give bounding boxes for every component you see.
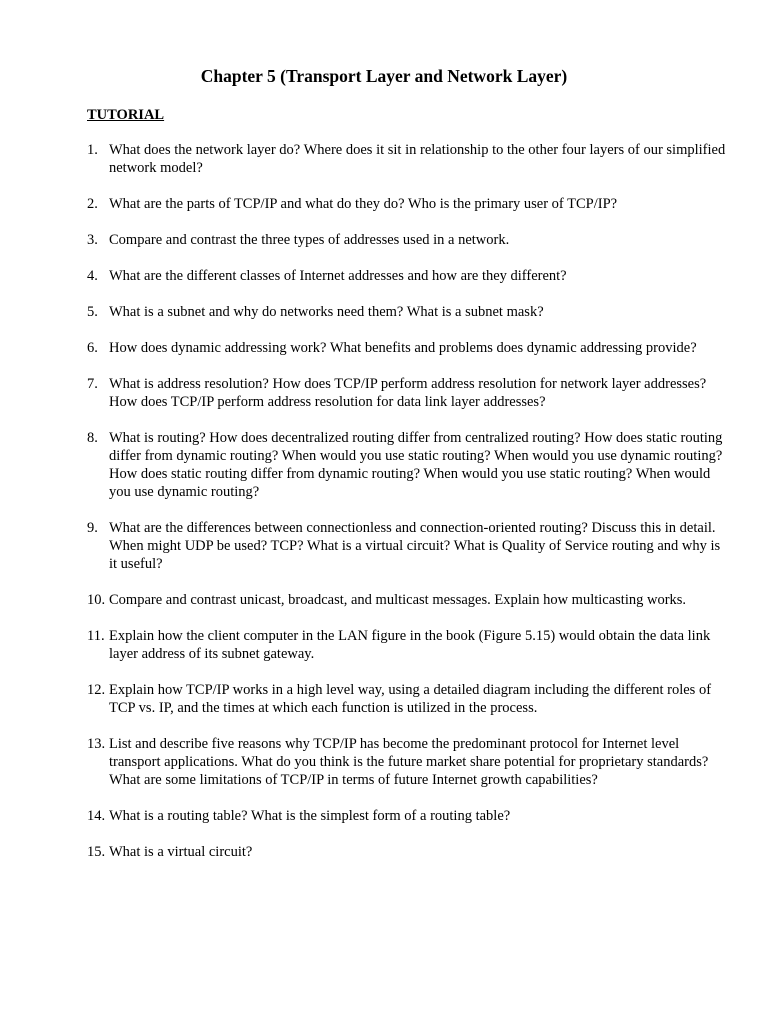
question-text: How does dynamic addressing work? What benefits and problems does dynamic addressing provide? [109,340,697,356]
question-text: Compare and contrast unicast, broadcast, and multicast messages. Explain how multicasting works. [109,592,687,608]
question-item [87,627,727,663]
question-number: 4. [87,268,98,284]
question-item [87,303,727,321]
question-number: 1. [87,142,98,158]
question-item [87,591,727,609]
page-title: Chapter 5 (Transport Layer and Network Layer) [200,66,568,86]
question-item [87,339,727,357]
question-text: What are the different classes of Internet addresses and how are they different? [109,268,567,284]
question-number: 13. [87,736,106,752]
question-text: What does the network layer do? Where does it sit in relationship to the other four layers of our simplified network model? [109,142,726,176]
question-number: 9. [87,520,98,536]
question-item [87,195,727,213]
question-number: 11. [87,628,105,644]
question-text: Explain how TCP/IP works in a high level way, using a detailed diagram including the different roles of TCP vs. IP, and the times at which each function is utilized in the process. [109,682,712,716]
question-text: List and describe five reasons why TCP/IP has become the predominant protocol for Internet level transport applications. What do you think is the future market share potential for proprietary standards? What are some limitations of TCP/IP in terms of future Internet growth capabilities? [109,736,709,788]
question-text: What is a subnet and why do networks need them? What is a subnet mask? [109,304,544,320]
question-text: What is routing? How does decentralized routing differ from centralized routing? How does static routing differ from dynamic routing? When would you use static routing? When would you use dynamic routing? How does static routing differ from dynamic routing? When would you use static routing? When would you use dynamic routing? [109,430,723,500]
question-number: 2. [87,196,98,212]
question-item [87,843,727,861]
question-text: What is a routing table? What is the simplest form of a routing table? [109,808,511,824]
question-text: What are the differences between connectionless and connection-oriented routing? Discuss this in detail. When might UDP be used? TCP? What is a virtual circuit? What is Quality of Service routing and why is it useful? [109,520,721,572]
question-item [87,429,727,501]
question-number: 14. [87,808,106,824]
question-number: 12. [87,682,106,698]
question-list [87,141,727,879]
question-item [87,375,727,411]
question-number: 3. [87,232,98,248]
question-text: What is address resolution? How does TCP/IP perform address resolution for network layer addresses? How does TCP/IP perform address resolution for data link layer addresses? [109,376,707,410]
question-item [87,807,727,825]
question-text: What are the parts of TCP/IP and what do they do? Who is the primary user of TCP/IP? [109,196,618,212]
question-number: 5. [87,304,98,320]
section-heading: TUTORIAL [87,107,165,123]
question-item [87,141,727,177]
question-number: 7. [87,376,98,392]
question-number: 6. [87,340,98,356]
question-text: Compare and contrast the three types of addresses used in a network. [109,232,510,248]
question-number: 10. [87,592,106,608]
question-item [87,735,727,789]
question-item [87,519,727,573]
question-item [87,231,727,249]
question-text: What is a virtual circuit? [109,844,253,860]
question-number: 15. [87,844,106,860]
question-item [87,267,727,285]
question-number: 8. [87,430,98,446]
question-text: Explain how the client computer in the LAN figure in the book (Figure 5.15) would obtain the data link layer address of its subnet gateway. [109,628,711,662]
question-item [87,681,727,717]
